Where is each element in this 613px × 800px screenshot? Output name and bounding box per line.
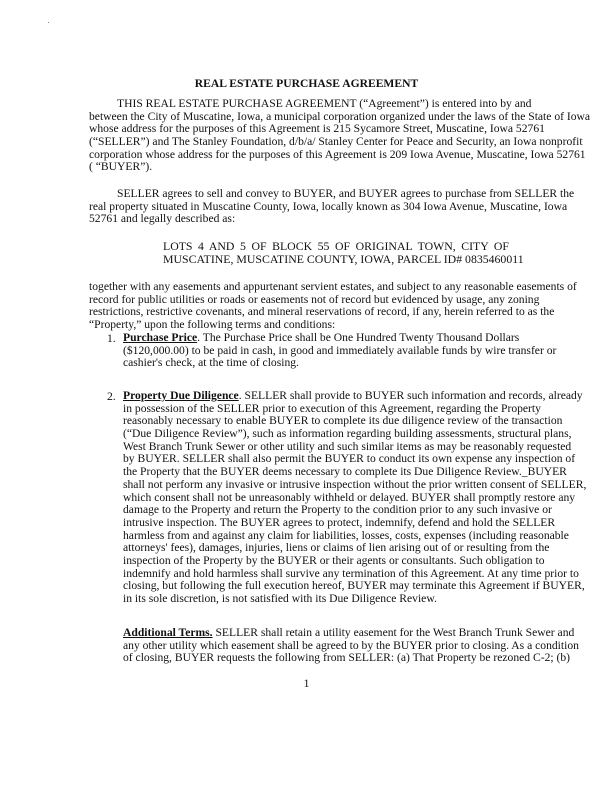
text-line: SELLER agrees to sell and convey to BUYER, and BUYER agrees to purchase from SELLER the [117, 187, 575, 200]
section-text: . The Purchase Price shall be One Hundred Twenty Thousand Dollars [197, 331, 520, 344]
text-line: intrusive inspection. The BUYER agrees to protect, indemnify, defend and hold the SELLER [123, 515, 556, 529]
section-heading: Purchase Price [123, 331, 198, 344]
easements-paragraph [89, 280, 577, 332]
text-line: cashier's check, at the time of closing. [123, 356, 299, 370]
section-text: . SELLER shall provide to BUYER such information and records, already [238, 389, 583, 402]
section-heading: Additional Terms. [123, 626, 213, 639]
text-line: ( “BUYER”). [89, 160, 153, 174]
text-line [123, 626, 575, 640]
text-line: closing, but following the full execution hereof, BUYER may terminate this Agreement if BUYER, [123, 579, 585, 593]
text-line: in its sole discretion, is not satisfied with its Due Diligence Review. [123, 592, 437, 605]
text-line: West Branch Trunk Sewer or other utility and such similar items as may be reasonably requested [123, 439, 572, 453]
section-purchase-price [107, 331, 557, 370]
text-line: (“SELLER”) and The Stanley Foundation, d/b/a/ Stanley Center for Peace and Security, an Iowa nonprofit [89, 135, 583, 149]
text-line: (“Due Diligence Review”), such as information regarding building assessments, structural plans, [123, 427, 572, 441]
text-line: between the City of Muscatine, Iowa, a municipal corporation organized under the laws of the State of Iowa [89, 109, 591, 123]
section-heading: Property Due Diligence [123, 389, 239, 402]
text-line: record for public utilities or roads or easements not of record but evidenced by usage, any zoning [89, 292, 540, 306]
sale-paragraph [89, 187, 575, 226]
text-line: any other utility which easement shall be agreed to by the BUYER prior to closing. As a condition [123, 638, 579, 652]
legal-description [163, 239, 524, 266]
text-line: whose address for the purposes of this Agreement is 215 Sycamore Street, Muscatine, Iowa 52761 [89, 122, 545, 136]
text-line: MUSCATINE, MUSCATINE COUNTY, IOWA, PARCEL ID# 0835460011 [163, 251, 524, 266]
text-line: “Property,” upon the following terms and conditions: [89, 318, 336, 332]
text-line: of closing, BUYER requests the following from SELLER: (a) That Property be rezoned C-2; (b) [123, 651, 571, 665]
text-line: together with any easements and appurtenant servient estates, and subject to any reasonable easements of [89, 280, 577, 293]
text-line: indemnify and hold harmless shall survive any termination of this Agreement. At any time prior to [123, 566, 579, 580]
section-number: 2. [107, 390, 116, 403]
text-line: ($120,000.00) to be paid in cash, in good and immediately available funds by wire transfer or [123, 343, 557, 357]
text-line: restrictions, restrictive covenants, and mineral reservations of record, if any, herein referred to as the [89, 305, 555, 319]
text-line: harmless from and against any claim for liabilities, losses, costs, expenses (including reasonable [123, 528, 569, 542]
text-line [123, 389, 583, 403]
text-line: in possession of the SELLER prior to execution of this Agreement, regarding the Property [123, 401, 541, 415]
text-line: by BUYER. SELLER shall also permit the BUYER to conduct its own expense any inspection of [123, 452, 576, 466]
section-due-diligence [107, 389, 587, 606]
section-number: 1. [107, 332, 116, 345]
text-line: the Property that the BUYER deems necessary to complete its Due Diligence Review._BUYER [123, 465, 567, 479]
text-line: inspection of the Property by the BUYER or their agents or consultants. Such obligation to [123, 553, 545, 567]
document-title: REAL ESTATE PURCHASE AGREEMENT [194, 77, 419, 90]
text-line: shall not perform any invasive or intrusive inspection without the prior written consent of SELLER, [123, 477, 587, 491]
text-line: attorneys' fees), damages, injuries, liens or claims of lien arising out of or resulting from the [123, 541, 550, 555]
text-line: corporation whose address for the purposes of this Agreement is 209 Iowa Avenue, Muscatine, Iowa 52761 [89, 147, 586, 161]
page-number: 1 [303, 677, 310, 690]
text-line: THIS REAL ESTATE PURCHASE AGREEMENT (“Agreement”) is entered into by and [117, 97, 532, 110]
section-additional-terms [107, 626, 579, 665]
section-text: SELLER shall retain a utility easement for the West Branch Trunk Sewer and [212, 626, 575, 639]
text-line: reasonably necessary to enable BUYER to complete its due diligence review of the transaction [123, 414, 563, 428]
parties-paragraph [89, 97, 591, 174]
scan-speck [48, 22, 49, 23]
text-line: 52761 and legally described as: [89, 212, 236, 226]
text-line: LOTS 4 AND 5 OF BLOCK 55 OF ORIGINAL TOWN, CITY OF [163, 239, 509, 253]
text-line [123, 332, 518, 345]
text-line: damage to the Property and return the Property to the condition prior to any such invasive or [123, 503, 552, 517]
text-line: real property situated in Muscatine County, Iowa, locally known as 304 Iowa Avenue, Muscatine, Iowa [89, 199, 568, 213]
text-line: which consent shall not be unreasonably withheld or delayed. BUYER shall promptly restore any [123, 490, 576, 504]
